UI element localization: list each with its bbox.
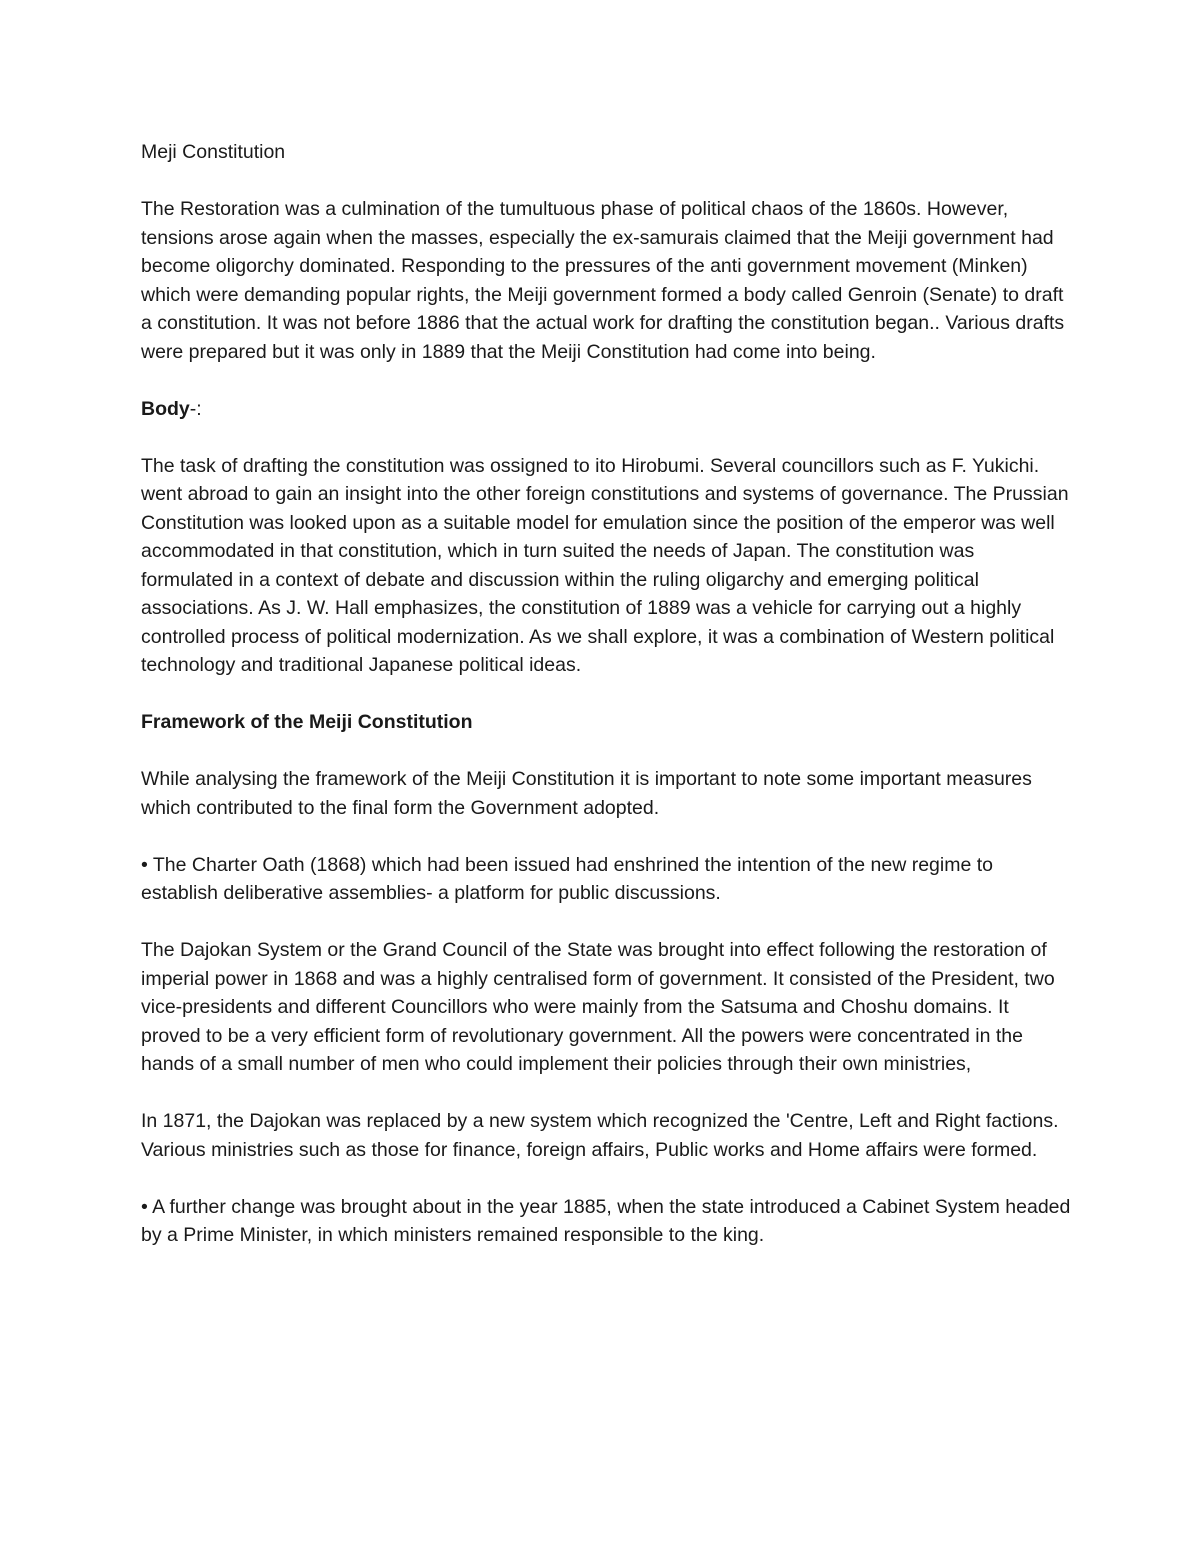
body-paragraph: The task of drafting the constitution was ossigned to ito Hirobumi. Several councillors such as F. Yukichi. went abroad to gain an insight into the other foreign constitutions and systems of governance. The Prussian Constitution was looked upon as a suitable model for emulation since the position of the emperor was well accommodated in that constitution, which in turn suited the needs of Japan. The constitution was formulated in a context of debate and discussion within the ruling oligarchy and emerging political associations. As J. W. Hall emphasizes, the constitution of 1889 was a vehicle for carrying out a highly controlled process of political modernization. As we shall explore, it was a combination of Western political technology and traditional Japanese political ideas.: [141, 454, 1069, 676]
framework-heading: Framework of the Meiji Constitution: [141, 711, 473, 733]
framework-intro-paragraph: While analysing the framework of the Meiji Constitution it is important to note some important measures which contributed to the final form the Government adopted.: [141, 768, 1032, 819]
body-heading: [141, 395, 1071, 424]
cabinet-1885-bullet: • A further change was brought about in the year 1885, when the state introduced a Cabinet System headed by a Prime Minister, in which ministers remained responsible to the king.: [141, 1195, 1071, 1246]
body-heading-bold: Body: [141, 397, 190, 420]
charter-oath-bullet: • The Charter Oath (1868) which had been issued had enshrined the intention of the new regime to establish deliberative assemblies- a platform for public discussions.: [141, 853, 994, 904]
document-title: Meji Constitution: [141, 141, 286, 163]
dajokan-paragraph: The Dajokan System or the Grand Council of the State was brought into effect following the restoration of imperial power in 1868 and was a highly centralised form of government. It consisted of the President, two vice-presidents and different Councillors who were mainly from the Satsuma and Choshu domains. It proved to be a very efficient form of revolutionary government. All the powers were concentrated in the hands of a small number of men who could implement their policies through their own ministries,: [141, 939, 1055, 1075]
body-heading-suffix: -:: [189, 397, 202, 420]
document-page: [141, 138, 1071, 1278]
reform-1871-paragraph: In 1871, the Dajokan was replaced by a new system which recognized the 'Centre, Left and Right factions. Various ministries such as those for finance, foreign affairs, Public works and Home affairs were formed.: [141, 1110, 1059, 1161]
intro-paragraph: The Restoration was a culmination of the tumultuous phase of political chaos of the 1860s. However, tensions arose again when the masses, especially the ex-samurais claimed that the Meiji government had become oligorchy dominated. Responding to the pressures of the anti government movement (Minken) which were demanding popular rights, the Meiji government formed a body called Genroin (Senate) to draft a constitution. It was not before 1886 that the actual work for drafting the constitution began.. Various drafts were prepared but it was only in 1889 that the Meiji Constitution had come into being.: [141, 198, 1065, 363]
